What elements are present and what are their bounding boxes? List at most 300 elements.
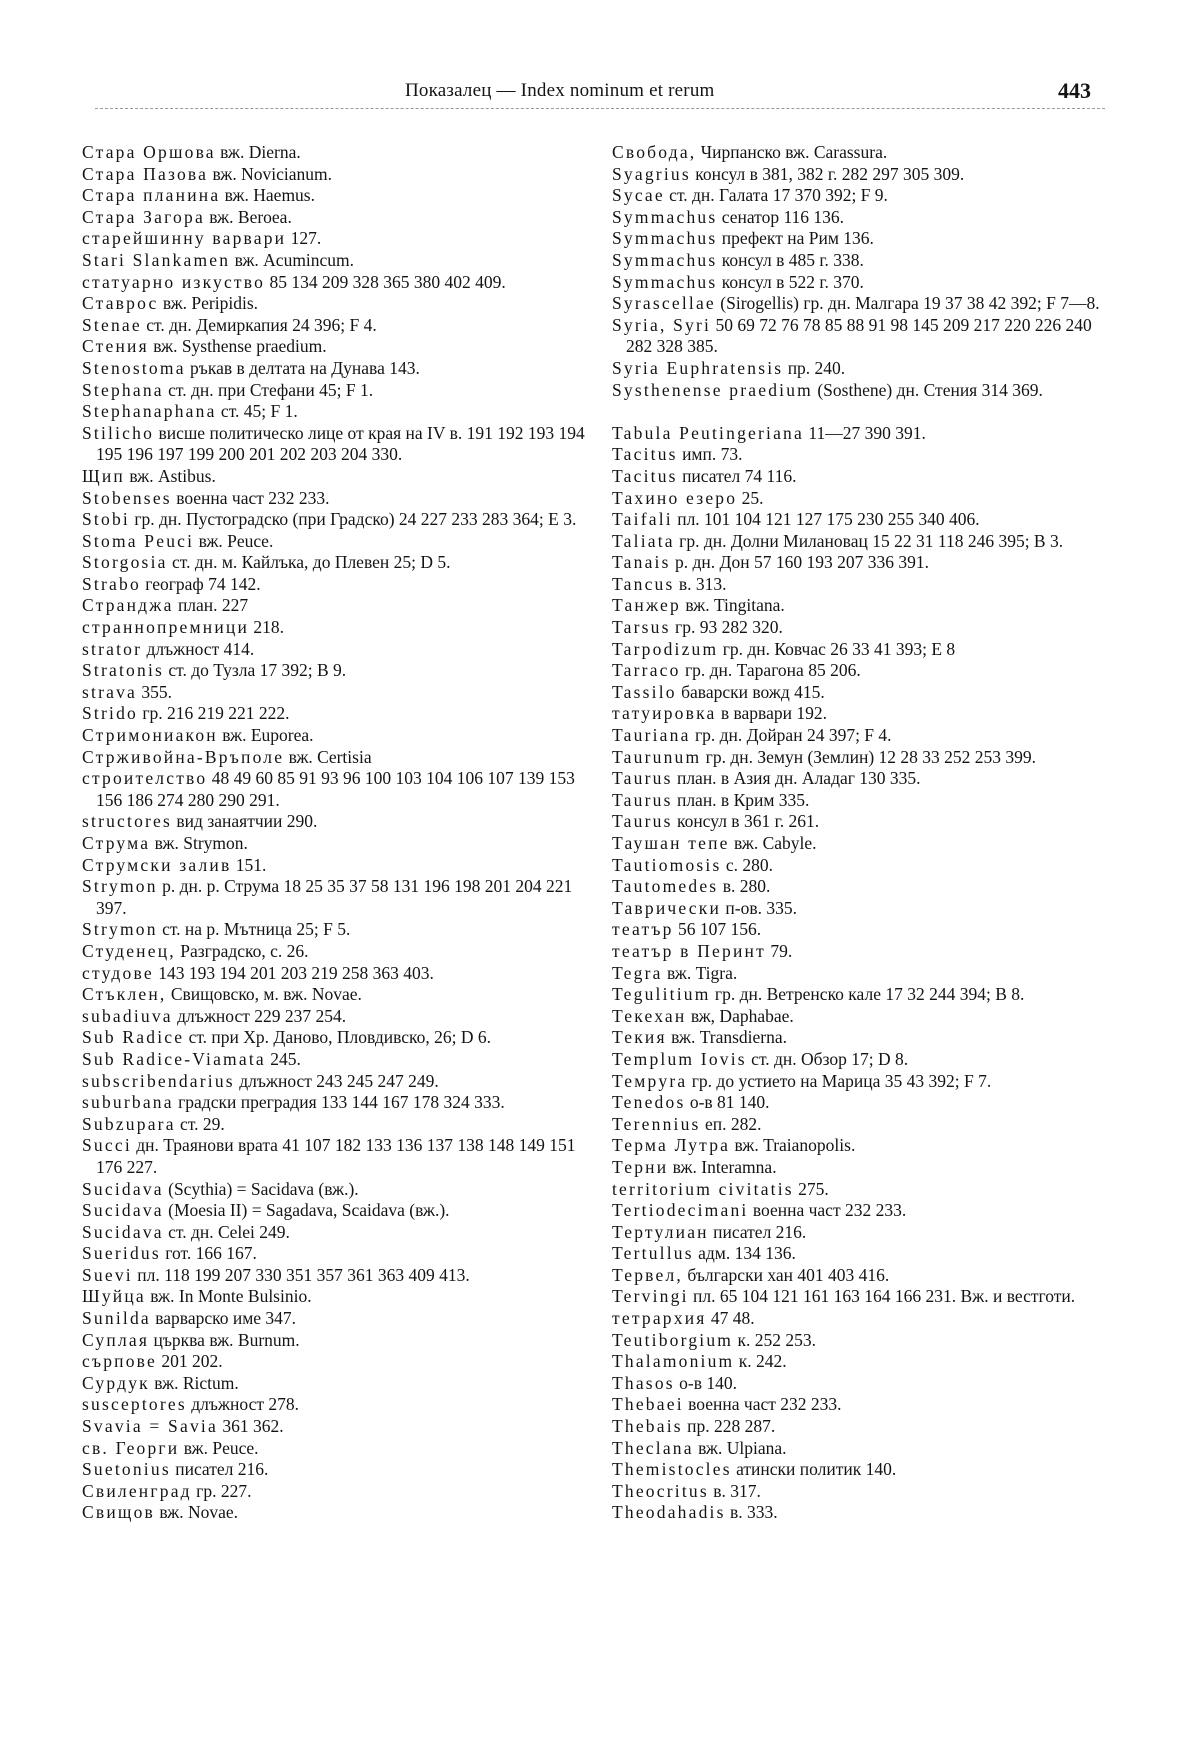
index-entry — [612, 639, 1117, 661]
index-entry-headword: Sub Radice-Viamata — [82, 1048, 266, 1069]
index-entry — [612, 660, 1117, 682]
index-entry-headword: Tarsus — [612, 617, 671, 638]
index-entry-references: дн. Траянови врата 41 107 182 133 136 137 138 148 149 151 176 227. — [96, 1135, 576, 1177]
index-entry-references: гр. дн. Земун (Землин) 12 28 33 252 253 399. — [701, 746, 1037, 767]
index-entry-references: вж. Tigra. — [662, 962, 738, 983]
index-entry — [82, 682, 587, 704]
index-entry-references: 245. — [265, 1048, 301, 1069]
index-entry-headword: Storgosia — [82, 552, 168, 573]
index-entry-headword: Танжер — [612, 595, 681, 616]
index-entry — [612, 811, 1117, 833]
index-entry-headword: Стара Оршова — [82, 142, 216, 162]
index-entry — [82, 1049, 587, 1071]
index-entry-headword: Syrascellae — [612, 293, 716, 314]
index-entry-headword: Thasos — [612, 1372, 675, 1393]
index-entry — [82, 142, 587, 164]
index-entry-references: вж. Traianopolis. — [730, 1135, 856, 1156]
index-entry — [82, 380, 587, 402]
index-entry-headword: Syagrius — [612, 163, 691, 184]
index-entry-references: ст. дн. при Стефани 45; F 1. — [163, 379, 374, 400]
index-entry-headword: Taurus — [612, 811, 673, 832]
index-entry-references: префект на Рим 136. — [717, 228, 874, 249]
index-entry-headword: Текехан — [612, 1005, 687, 1026]
index-entry-references: вж. Peuce. — [179, 1437, 259, 1458]
index-entry — [82, 401, 587, 423]
index-entry-headword: Taifali — [612, 509, 673, 530]
index-entry-headword: Stenostoma — [82, 357, 186, 378]
index-entry — [612, 898, 1117, 920]
index-entry-headword: страннопремници — [82, 617, 250, 638]
index-entry-headword: Strido — [82, 703, 138, 724]
index-entry — [82, 250, 587, 272]
index-entry-headword: Theclana — [612, 1437, 694, 1458]
index-entry-references: о-в 81 140. — [685, 1092, 770, 1113]
index-entry-references: вж. Astibus. — [124, 465, 216, 486]
index-entry-headword: статуарно изкуство — [82, 271, 266, 292]
index-entry — [612, 250, 1117, 272]
index-entry — [612, 552, 1117, 574]
index-entry-references: с. 280. — [721, 854, 774, 875]
index-entry-references: Чирпанско вж. Carassura. — [696, 142, 888, 162]
index-entry-headword: Шуйца — [82, 1286, 146, 1307]
index-entry — [82, 1286, 587, 1308]
index-entry-references: географ 74 142. — [140, 573, 261, 594]
index-entry-references: 47 48. — [706, 1308, 755, 1329]
index-entry-headword: Странджа — [82, 595, 174, 616]
index-entry-headword: Suetonius — [82, 1459, 171, 1480]
index-entry — [82, 1179, 587, 1201]
index-entry-headword: Syria Euphratensis — [612, 357, 784, 378]
index-entry — [612, 1438, 1117, 1460]
index-entry-headword: Tauriana — [612, 725, 691, 746]
index-entry-headword: театър — [612, 919, 674, 940]
index-entry-headword: Sucidava — [82, 1200, 164, 1221]
index-entry-references: сенатор 116 136. — [717, 206, 845, 227]
index-entry-headword: Tegulitium — [612, 984, 711, 1005]
index-entry-headword: св. Георги — [82, 1437, 180, 1458]
index-entry-references: вид занаятчии 290. — [172, 811, 318, 832]
index-entry-references: к. 252 253. — [733, 1329, 816, 1350]
index-entry — [612, 1459, 1117, 1481]
index-entry-headword: Tanais — [612, 552, 671, 573]
index-entry — [612, 423, 1117, 445]
index-entry-headword: студове — [82, 962, 154, 983]
index-entry — [82, 1308, 587, 1330]
index-entry-headword: Svavia = Savia — [82, 1416, 218, 1437]
index-entry-headword: Tassilo — [612, 681, 677, 702]
index-entry — [82, 358, 587, 380]
index-entry-headword: Струмски залив — [82, 854, 232, 875]
index-entry — [612, 380, 1117, 402]
index-entry — [612, 509, 1117, 531]
index-entry-headword: Symmachus — [612, 249, 718, 270]
index-entry-headword: Тервел, — [612, 1264, 683, 1285]
index-entry-headword: Thebais — [612, 1416, 683, 1437]
index-entry-references: ст. дн. Демиркапия 24 396; F 4. — [141, 314, 377, 335]
index-entry — [612, 768, 1117, 790]
index-entry-headword: старейшинну варвари — [82, 228, 287, 249]
index-entry-references: вж. Haemus. — [220, 185, 315, 206]
index-entry — [82, 1243, 587, 1265]
index-entry — [82, 1114, 587, 1136]
index-entry — [612, 293, 1117, 315]
index-entry-headword: Sunilda — [82, 1308, 151, 1329]
page-number: 443 — [1058, 78, 1091, 103]
index-entry-references: военна част 232 233. — [683, 1394, 842, 1415]
index-entry-references: длъжност 414. — [142, 638, 255, 659]
index-entry-headword: Systhenense praedium — [612, 379, 813, 400]
index-entry-references: Разградско, с. 26. — [175, 940, 309, 961]
index-entry-headword: suburbana — [82, 1092, 174, 1113]
index-entry — [82, 531, 587, 553]
index-entry-headword: Свиленград — [82, 1480, 192, 1501]
index-entry-references: ръкав в делтата на Дунава 143. — [185, 357, 420, 378]
index-entry-headword: Succi — [82, 1135, 132, 1156]
index-entry-headword: Таврически — [612, 897, 722, 918]
index-entry-references: пл. 118 199 207 330 351 357 361 363 409 413. — [132, 1264, 470, 1285]
index-entry-headword: Стримониакон — [82, 725, 218, 746]
index-entry — [82, 1071, 587, 1093]
index-entry-headword: Stephanaphana — [82, 401, 217, 422]
index-entry-headword: Тахино езеро — [612, 487, 738, 508]
index-entry-references: вж. Dierna. — [215, 142, 301, 162]
index-entry-references: о-в 140. — [674, 1372, 737, 1393]
index-entry-references: вж. Certisia — [284, 746, 372, 767]
index-entry — [612, 1179, 1117, 1201]
index-entry — [82, 1330, 587, 1352]
index-entry-references: ст. на р. Мътница 25; F 5. — [157, 919, 351, 940]
index-entry — [82, 747, 587, 769]
index-entry — [612, 466, 1117, 488]
index-entry — [612, 941, 1117, 963]
index-entry-references: военна част 232 233. — [748, 1200, 907, 1221]
index-entry-headword: Taurus — [612, 768, 673, 789]
index-entry — [82, 1092, 587, 1114]
index-entry-references: 355. — [137, 681, 172, 702]
index-entry-headword: Стара Загора — [82, 206, 205, 227]
index-entry-headword: Tarraco — [612, 660, 681, 681]
index-entry-references: вж, Daphabae. — [686, 1005, 794, 1026]
index-entry-references: 218. — [249, 617, 285, 638]
index-entry — [82, 1027, 587, 1049]
index-entry-references: вж. Novae. — [155, 1502, 239, 1523]
index-entry-headword: Таушан тепе — [612, 833, 730, 853]
index-entry-references: длъжност 243 245 247 249. — [234, 1070, 439, 1091]
index-entry-headword: Sycae — [612, 185, 665, 206]
index-entry — [612, 682, 1117, 704]
index-entry-headword: Свобода, — [612, 142, 697, 162]
index-entry — [612, 228, 1117, 250]
index-entry — [82, 207, 587, 229]
index-entry-headword: Strymon — [82, 876, 158, 897]
index-entry-headword: strava — [82, 681, 137, 702]
index-entry — [82, 423, 587, 466]
index-entry-references: в. 313. — [674, 573, 727, 594]
index-entry-headword: Suevi — [82, 1264, 133, 1285]
index-entry-headword: Taliata — [612, 530, 675, 551]
index-entry-headword: Taurus — [612, 789, 673, 810]
index-entry — [82, 1438, 587, 1460]
index-entry-references: (Moesia II) = Sagadava, Scaidava (вж.). — [163, 1200, 450, 1221]
index-entry-headword: Subzupara — [82, 1113, 176, 1134]
index-entry — [612, 595, 1117, 617]
index-entry-references: баварски вожд 415. — [676, 681, 825, 702]
index-entry — [612, 1114, 1117, 1136]
index-entry-headword: Theocritus — [612, 1480, 709, 1501]
index-entry-references: вж. Tingitana. — [680, 595, 785, 616]
index-entry-references: вж. Peuce. — [194, 530, 274, 551]
index-entry — [612, 855, 1117, 877]
index-entry-headword: Theodahadis — [612, 1502, 726, 1523]
index-entry-references: вж. Transdierna. — [666, 1027, 788, 1048]
index-entry-references: пр. 228 287. — [682, 1416, 776, 1437]
index-entry-references: 48 49 60 85 91 93 96 100 103 104 106 107 139 153 156 186 274 280 290 291. — [96, 768, 575, 810]
index-column-left — [82, 142, 587, 1524]
index-entry-headword: Stoma Peuci — [82, 530, 195, 551]
index-entry-references: ст. дн. м. Кайлъка, до Плевен 25; D 5. — [167, 552, 451, 573]
index-entry-references: консул в 485 г. 338. — [717, 249, 864, 270]
index-entry-references: консул в 522 г. 370. — [717, 271, 864, 292]
index-entry-references: гр. дн. Дойран 24 397; F 4. — [690, 725, 892, 746]
index-entry — [82, 552, 587, 574]
index-entry-references: р. дн. р. Струма 18 25 35 37 58 131 196 198 201 204 221 397. — [96, 876, 573, 918]
index-entry — [82, 725, 587, 747]
index-entry — [612, 1243, 1117, 1265]
index-entry — [612, 488, 1117, 510]
index-entry — [82, 164, 587, 186]
index-entry — [612, 1071, 1117, 1093]
index-entry-headword: Symmachus — [612, 228, 718, 249]
running-title: Показалец — Index nominum et rerum — [405, 80, 715, 101]
index-entry — [612, 1049, 1117, 1071]
index-entry — [612, 876, 1117, 898]
index-entry-references: консул в 381, 382 г. 282 297 305 309. — [690, 163, 965, 184]
index-entry-headword: Tautiomosis — [612, 854, 722, 875]
index-entry — [612, 725, 1117, 747]
index-entry-headword: Свищов — [82, 1502, 155, 1523]
index-entry-headword: susceptores — [82, 1394, 187, 1415]
index-entry-references: в. 280. — [718, 876, 771, 897]
index-entry-references: 79. — [765, 940, 793, 961]
index-entry-headword: Tertullus — [612, 1243, 694, 1264]
index-entry — [82, 963, 587, 985]
index-entry-references: гр. 216 219 221 222. — [138, 703, 290, 724]
index-entry — [612, 790, 1117, 812]
index-entry-headword: Tabula Peutingeriana — [612, 422, 804, 443]
index-entry — [82, 639, 587, 661]
index-entry-references: ст. дн. Celei 249. — [163, 1221, 290, 1242]
index-entry-headword: Stobi — [82, 509, 130, 530]
index-entry-references: гр. дн. Ковчас 26 33 41 393; E 8 — [718, 638, 956, 659]
index-entry-references: еп. 282. — [700, 1113, 762, 1134]
index-entry-headword: Templum Iovis — [612, 1048, 747, 1069]
index-entry-references: пл. 65 104 121 161 163 164 166 231. Вж. и вестготи. — [688, 1286, 1076, 1307]
index-entry-references: гр. до устието на Марица 35 43 392; F 7. — [687, 1070, 992, 1091]
index-entry-headword: Sub Radice — [82, 1027, 185, 1048]
index-entry-headword: structores — [82, 811, 173, 832]
index-entry-headword: Tautomedes — [612, 876, 719, 897]
index-entry-references: план. в Крим 335. — [672, 789, 810, 810]
index-entry — [82, 919, 587, 941]
index-entry — [612, 1373, 1117, 1395]
index-entry-headword: тетрархия — [612, 1308, 707, 1329]
index-entry-references: имп. 73. — [677, 444, 743, 465]
index-entry-references: вж. Peripidis. — [158, 293, 259, 314]
index-entry — [612, 984, 1117, 1006]
index-entry-references: вж. Ulpiana. — [693, 1437, 787, 1458]
index-entry-headword: Текия — [612, 1027, 667, 1048]
index-entry — [612, 272, 1117, 294]
index-entry-references: 56 107 156. — [673, 919, 762, 940]
index-entry-headword: сърпове — [82, 1351, 158, 1372]
index-entry-references: ст. до Тузла 17 392; B 9. — [164, 660, 347, 681]
index-entry-headword: Tacitus — [612, 444, 678, 465]
index-entry — [82, 1394, 587, 1416]
index-entry-references: гот. 166 167. — [160, 1243, 257, 1264]
index-entry-references: писател 216. — [708, 1221, 807, 1242]
index-entry-headword: Syria, Syri — [612, 314, 712, 335]
index-entry-headword: Thebaei — [612, 1394, 684, 1415]
index-entry-references: пр. 240. — [783, 357, 846, 378]
index-entry-references: ст. дн. Галата 17 370 392; F 9. — [664, 185, 888, 206]
index-entry-references: вж. Strymon. — [150, 833, 248, 853]
index-entry — [612, 1157, 1117, 1179]
index-entry-references: църква вж. Burnum. — [149, 1329, 300, 1350]
index-entry-headword: territorium civitatis — [612, 1178, 794, 1199]
index-entry-references: вж. Novicianum. — [208, 163, 332, 184]
index-entry — [612, 919, 1117, 941]
index-entry — [82, 984, 587, 1006]
index-entry — [612, 963, 1117, 985]
index-entry — [82, 941, 587, 963]
index-entry — [82, 876, 587, 919]
index-entry-headword: Терма Лутра — [612, 1135, 731, 1156]
index-entry — [82, 315, 587, 337]
index-entry-headword: Tancus — [612, 573, 675, 594]
index-entry-references: градски преградия 133 144 167 178 324 333. — [173, 1092, 505, 1113]
index-entry-headword: Sucidava — [82, 1221, 164, 1242]
index-entry — [612, 574, 1117, 596]
index-entry-references: к. 242. — [734, 1351, 787, 1372]
index-entry-references: план. 227 — [173, 595, 249, 616]
index-entry — [612, 1308, 1117, 1330]
index-entry — [612, 833, 1117, 855]
index-entry-headword: Stratonis — [82, 660, 165, 681]
index-entry-references: вж. Rictum. — [149, 1372, 239, 1393]
index-entry — [82, 574, 587, 596]
index-entry — [82, 185, 587, 207]
index-entry-headword: Струма — [82, 833, 151, 853]
index-entry-headword: Stobenses — [82, 487, 172, 508]
index-entry-references: български хан 401 403 416. — [682, 1264, 890, 1285]
index-entry-headword: Stilicho — [82, 422, 155, 443]
index-entry — [82, 1416, 587, 1438]
index-entry — [612, 142, 1117, 164]
index-entry-references: 25. — [737, 487, 764, 508]
index-entry — [82, 617, 587, 639]
index-entry-headword: strator — [82, 638, 143, 659]
index-entry-references: ст. 45; F 1. — [216, 401, 298, 422]
index-entry-references: длъжност 229 237 254. — [172, 1005, 347, 1026]
index-entry-headword: театър в Перинт — [612, 940, 766, 961]
index-entry-headword: Темpyra — [612, 1070, 688, 1091]
index-column-right — [612, 142, 1117, 1524]
index-entry-references: висше политическо лице от края на IV в. 191 192 193 194 195 196 197 199 200 201 202 203 204 330. — [96, 422, 585, 465]
index-entry-headword: строителство — [82, 768, 208, 789]
index-entry — [612, 531, 1117, 553]
index-entry-headword: Sucidava — [82, 1178, 164, 1199]
index-entry-references: 127. — [286, 228, 322, 249]
index-entry — [82, 1351, 587, 1373]
index-entry — [82, 466, 587, 488]
index-entry-references: (Scythia) = Sacidava (вж.). — [163, 1178, 359, 1199]
index-entry — [612, 185, 1117, 207]
index-entry — [82, 855, 587, 877]
index-entry-headword: Студенец, — [82, 940, 176, 961]
index-entry-references: 50 69 72 76 78 85 88 91 98 145 209 217 220 226 240 282 328 385. — [626, 314, 1092, 357]
index-entry-headword: татуировка — [612, 703, 717, 724]
index-entry-references: ст. дн. Обзор 17; D 8. — [746, 1048, 909, 1069]
index-entry — [612, 1330, 1117, 1352]
index-entry-headword: Themistocles — [612, 1459, 732, 1480]
index-entry — [82, 336, 587, 358]
index-entry — [612, 1092, 1117, 1114]
index-entry — [612, 1200, 1117, 1222]
index-entry-headword: Стара планина — [82, 185, 221, 206]
index-entry-references: ст. 29. — [175, 1113, 225, 1134]
index-entry-headword: subscribendarius — [82, 1070, 235, 1091]
index-entry-headword: Стара Пазова — [82, 163, 209, 184]
index-entry-references: гр. 227. — [191, 1480, 252, 1501]
index-entry — [82, 1135, 587, 1178]
index-entry — [82, 272, 587, 294]
index-entry-references: Свищовско, м. вж. Novae. — [166, 984, 362, 1005]
index-entry — [612, 1394, 1117, 1416]
index-entry — [612, 747, 1117, 769]
index-entry — [612, 315, 1117, 358]
index-entry-headword: Стрживойна-Връполе — [82, 746, 285, 767]
index-entry-references: вж. In Monte Bulsinio. — [145, 1286, 312, 1307]
index-entry — [82, 1459, 587, 1481]
index-entry — [612, 358, 1117, 380]
index-entry-references: гр. 93 282 320. — [670, 617, 783, 638]
header-rule — [95, 108, 1105, 109]
index-entry-references: план. в Азия дн. Аладаг 130 335. — [672, 768, 921, 789]
index-entry-references: 151. — [231, 854, 267, 875]
index-entry-references: (Sosthene) дн. Стения 314 369. — [812, 379, 1043, 400]
index-entry — [612, 1027, 1117, 1049]
index-entry — [612, 207, 1117, 229]
index-entry-references: вж. Interamna. — [668, 1156, 777, 1177]
index-entry — [612, 164, 1117, 186]
index-entry — [612, 1481, 1117, 1503]
index-entry — [82, 1006, 587, 1028]
index-entry-references: вж. Euporea. — [217, 725, 314, 746]
index-entry — [612, 1265, 1117, 1287]
index-entry — [82, 833, 587, 855]
index-entry — [82, 509, 587, 531]
index-entry-references: варварско име 347. — [150, 1308, 297, 1329]
index-entry-headword: Сурдук — [82, 1372, 150, 1393]
index-entry-references: 201 202. — [157, 1351, 223, 1372]
index-entry-references: 275. — [793, 1178, 829, 1199]
index-entry-references: консул в 361 г. 261. — [672, 811, 820, 832]
index-entry-references: р. дн. Дон 57 160 193 207 336 391. — [670, 552, 929, 573]
index-entry-references: гр. дн. Долни Милановац 15 22 31 118 246 395; B 3. — [674, 530, 1064, 551]
index-entry — [82, 768, 587, 811]
index-entry-headword: Symmachus — [612, 206, 718, 227]
index-entry-references: в варвари 192. — [716, 703, 827, 724]
